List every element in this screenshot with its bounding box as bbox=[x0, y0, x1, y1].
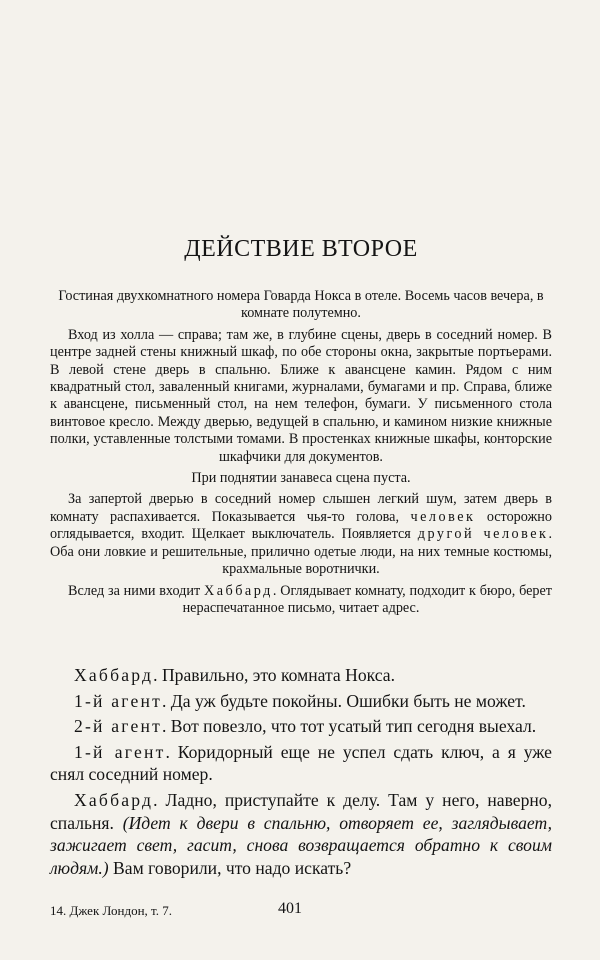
inline-stage-direction: (Идет к двери в спальню, отворяет ее, заглядывает, зажигает свет, гасит, снова возвращается обратно к своим людям.) bbox=[50, 812, 553, 878]
dialogue-line bbox=[50, 715, 552, 738]
page-footer bbox=[50, 900, 552, 922]
speaker-name: Хаббард bbox=[74, 665, 154, 685]
stage-curtain: При поднятии занавеса сцена пуста. bbox=[191, 470, 411, 487]
stage-setting: Гостиная двухкомнатного номера Говарда Нокса в отеле. Восемь часов вечера, в комнате полутемно. bbox=[58, 288, 544, 322]
speaker-name: 1-й агент bbox=[74, 690, 162, 711]
signature-mark: 14. Джек Лондон, т. 7. bbox=[50, 903, 172, 918]
line-text: . Коридорный еще не успел сдать ключ, а я уже снял соседний номер. bbox=[50, 741, 552, 785]
act-title: ДЕЙСТВИЕ ВТОРОЕ bbox=[184, 236, 418, 262]
dialogue-line-last bbox=[50, 789, 552, 879]
line-text-end: Вам говорили, что надо искать? bbox=[108, 857, 352, 878]
dialogue-line bbox=[50, 741, 552, 786]
dialogue-block bbox=[50, 664, 552, 882]
entrance-text-1: За запертой дверью в соседний номер слышен легкий шум, затем дверь в комнату распахивается. Показывается чья-то голова, bbox=[50, 491, 552, 525]
entrance-text-3: . Оба они ловкие и решительные, прилично одетые люди, на них темные костюмы, крахмальные воротнички. bbox=[50, 526, 552, 578]
entrance-man-2: другой человек bbox=[417, 526, 549, 543]
stage-entrance bbox=[50, 491, 552, 578]
line-text: . Правильно, это комната Нокса. bbox=[153, 665, 395, 685]
stage-room-description: Вход из холла — справа; там же, в глубине сцены, дверь в соседний номер. В центре задней стены книжный шкаф, по обе стороны окна, закрытые портьерами. В левой стене дверь в спальню. Ближе к авансцене камин. Рядом с ним квадратный стол, заваленный книгами, журналами, бумагами и пр. Справа, ближе к авансцене, письменный стол, на нем телефон, бумаги. У письменного стола винтовое кресло. Между дверью, ведущей в спальню, и камином низкие книжные полки, уставленные толстыми томами. В простенках книжные шкафы, конторские шкафчики для документов. bbox=[50, 326, 552, 465]
hubbard-enters-text-2: . Оглядывает комнату, подходит к бюро, берет нераспечатанное письмо, читает адрес. bbox=[182, 582, 553, 616]
stage-hubbard-enters bbox=[50, 583, 552, 618]
line-text: . Да уж будьте покойны. Ошибки быть не может. bbox=[161, 690, 526, 711]
speaker-name: 1-й агент bbox=[74, 741, 166, 762]
book-page bbox=[50, 0, 552, 960]
dialogue-line bbox=[50, 664, 552, 687]
page-number: 401 bbox=[278, 900, 302, 917]
speaker-name: Хаббард bbox=[74, 789, 154, 810]
stage-directions bbox=[50, 288, 552, 621]
dialogue-line bbox=[50, 690, 552, 713]
entrance-man-1: человек bbox=[410, 508, 476, 525]
line-text: . Вот повезло, что тот усатый тип сегодня выехал. bbox=[161, 716, 537, 737]
speaker-name: 2-й агент bbox=[74, 716, 162, 737]
entrance-text-2: осторожно оглядывается, входит. Щелкает выключатель. Появляется bbox=[50, 508, 552, 543]
line-text: . Ладно, приступайте к делу. Там у него, наверно, спальня. bbox=[50, 789, 552, 833]
hubbard-enters-text-1: Вслед за ними входит bbox=[68, 582, 204, 599]
hubbard-enters-name: Хаббард bbox=[203, 582, 273, 599]
